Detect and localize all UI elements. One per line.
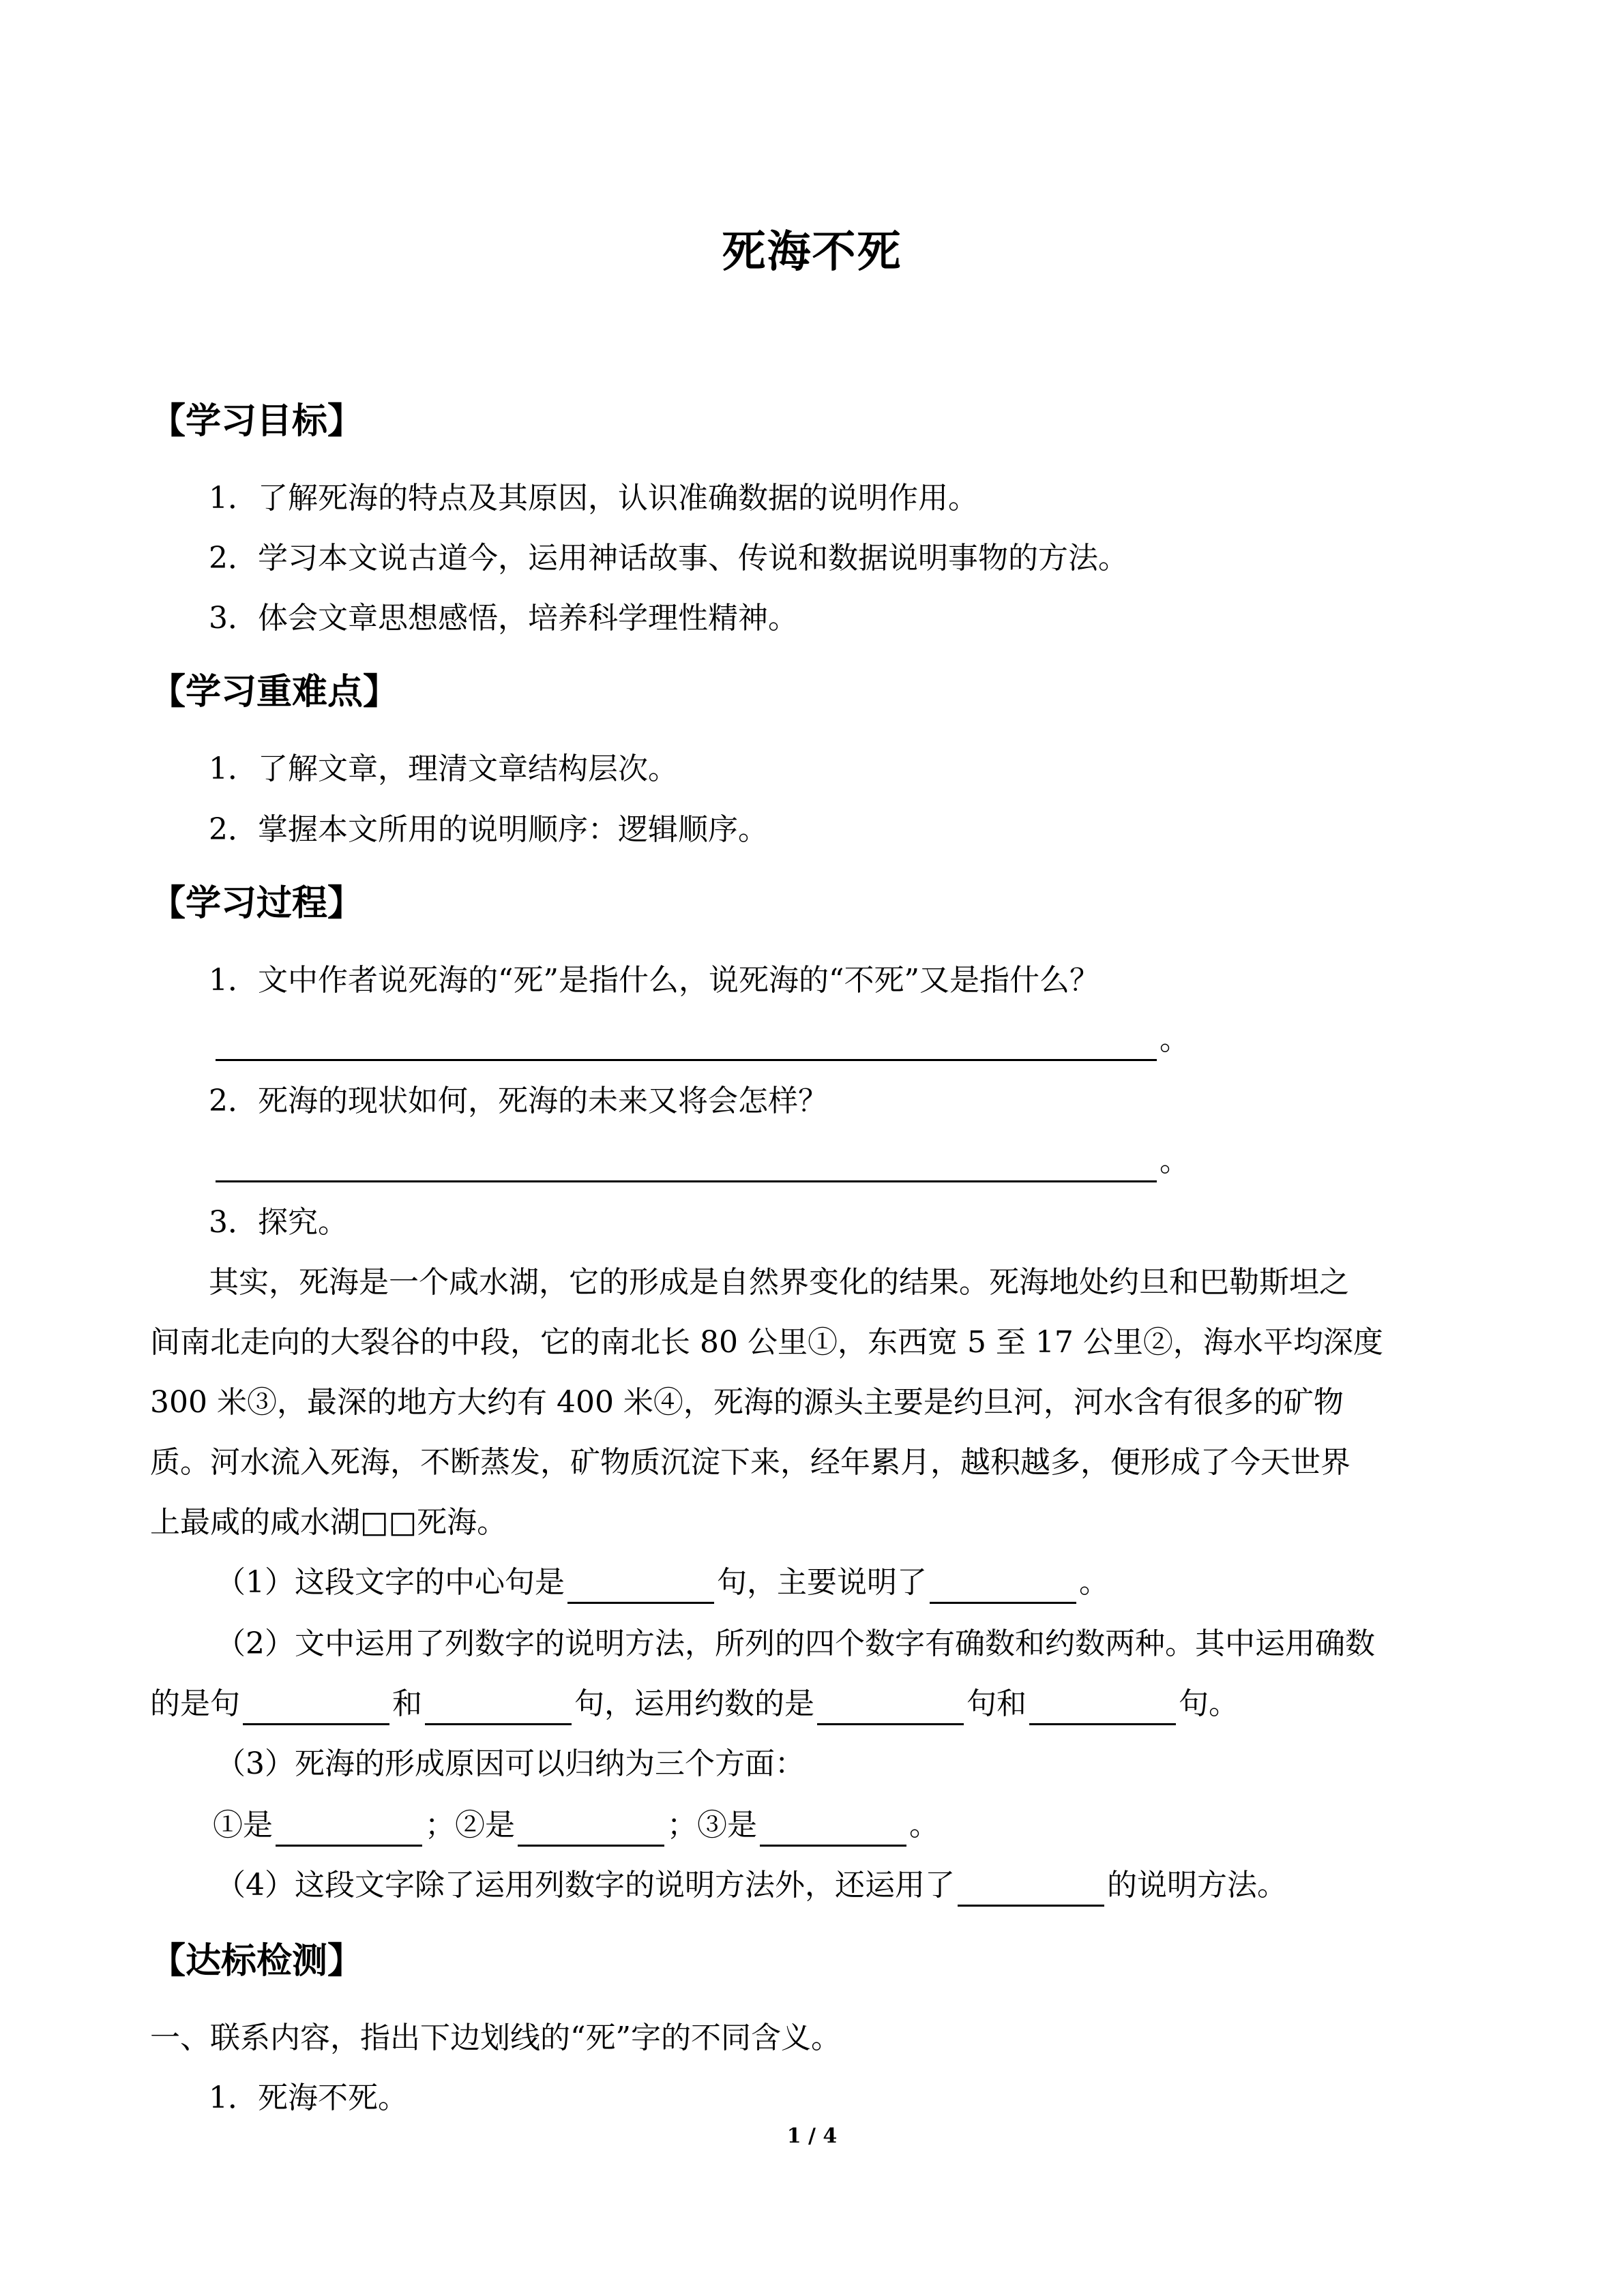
answer-blank[interactable] <box>930 1572 1076 1604</box>
sub-question-3: （3）死海的形成原因可以归纳为三个方面： <box>216 1746 805 1781</box>
passage-line: 其实，死海是一个咸水湖，它的形成是自然界变化的结果。死海地处约旦和巴勒斯坦之 <box>209 1265 1349 1300</box>
answer-blank[interactable] <box>216 1029 1157 1061</box>
question-2: 2．死海的现状如何，死海的未来又将会怎样？ <box>209 1084 828 1118</box>
page-number: 1 / 4 <box>786 2124 838 2148</box>
answer-blank[interactable] <box>216 1150 1157 1182</box>
answer-blank[interactable] <box>760 1815 906 1847</box>
heading-learning-goals: 【学习目标】 <box>150 401 364 442</box>
heading-key-points: 【学习重难点】 <box>150 672 399 713</box>
answer-blank[interactable] <box>1029 1693 1176 1725</box>
passage-line: 间南北走向的大裂谷的中段，它的南北长 80 公里①，东西宽 5 至 17 公里②，海水平均深度 <box>150 1325 1383 1360</box>
document-title: 死海不死 <box>722 227 902 278</box>
passage-line: 质。河水流入死海，不断蒸发，矿物质沉淀下来，经年累月，越积越多，便形成了今天世界 <box>150 1445 1350 1480</box>
answer-blank[interactable] <box>958 1875 1104 1907</box>
goal-item: 1．了解死海的特点及其原因，认识准确数据的说明作用。 <box>209 481 978 516</box>
answer-blank[interactable] <box>425 1693 572 1725</box>
sub-question-2: （2）文中运用了列数字的说明方法，所列的四个数字有确数和约数两种。其中运用确数 <box>216 1626 1375 1661</box>
sub-question-1: （1）这段文字的中心句是 句，主要说明了 。 <box>216 1562 1539 1604</box>
goal-item: 2．学习本文说古道今，运用神话故事、传说和数据说明事物的方法。 <box>209 541 1128 576</box>
assessment-intro: 一、联系内容，指出下边划线的“死”字的不同含义。 <box>150 2021 841 2055</box>
question-3: 3．探究。 <box>209 1205 348 1240</box>
passage-line: 上最咸的咸水湖□□死海。 <box>150 1505 507 1540</box>
sub-question-4: （4）这段文字除了运用列数字的说明方法外，还运用了 的说明方法。 <box>216 1864 1539 1907</box>
answer-blank[interactable] <box>276 1815 422 1847</box>
answer-blank[interactable] <box>518 1815 664 1847</box>
keypoint-item: 1．了解文章，理清文章结构层次。 <box>209 751 678 786</box>
question-1: 1．文中作者说死海的“死”是指什么，说死海的“不死”又是指什么？ <box>209 963 1099 998</box>
goal-item: 3．体会文章思想感悟，培养科学理性精神。 <box>209 601 798 636</box>
answer-blank[interactable] <box>817 1693 964 1725</box>
answer-line-1[interactable]: 。 <box>213 1019 1190 1061</box>
assessment-item-1: 1．死海不死。 <box>209 2081 408 2115</box>
heading-assessment: 【达标检测】 <box>150 1941 364 1982</box>
heading-learning-process: 【学习过程】 <box>150 883 364 924</box>
passage-line: 300 米③，最深的地方大约有 400 米④，死海的源头主要是约旦河，河水含有很多的矿物 <box>150 1385 1344 1420</box>
sub-question-2-line: 的是句 和 句，运用约数的是 句和 句。 <box>150 1683 1473 1725</box>
sub-question-3-line: ①是 ；②是 ；③是 。 <box>213 1804 1536 1847</box>
keypoint-item: 2．掌握本文所用的说明顺序：逻辑顺序。 <box>209 812 768 847</box>
answer-line-2[interactable]: 。 <box>213 1140 1190 1182</box>
answer-blank[interactable] <box>243 1693 389 1725</box>
answer-blank[interactable] <box>567 1572 714 1604</box>
